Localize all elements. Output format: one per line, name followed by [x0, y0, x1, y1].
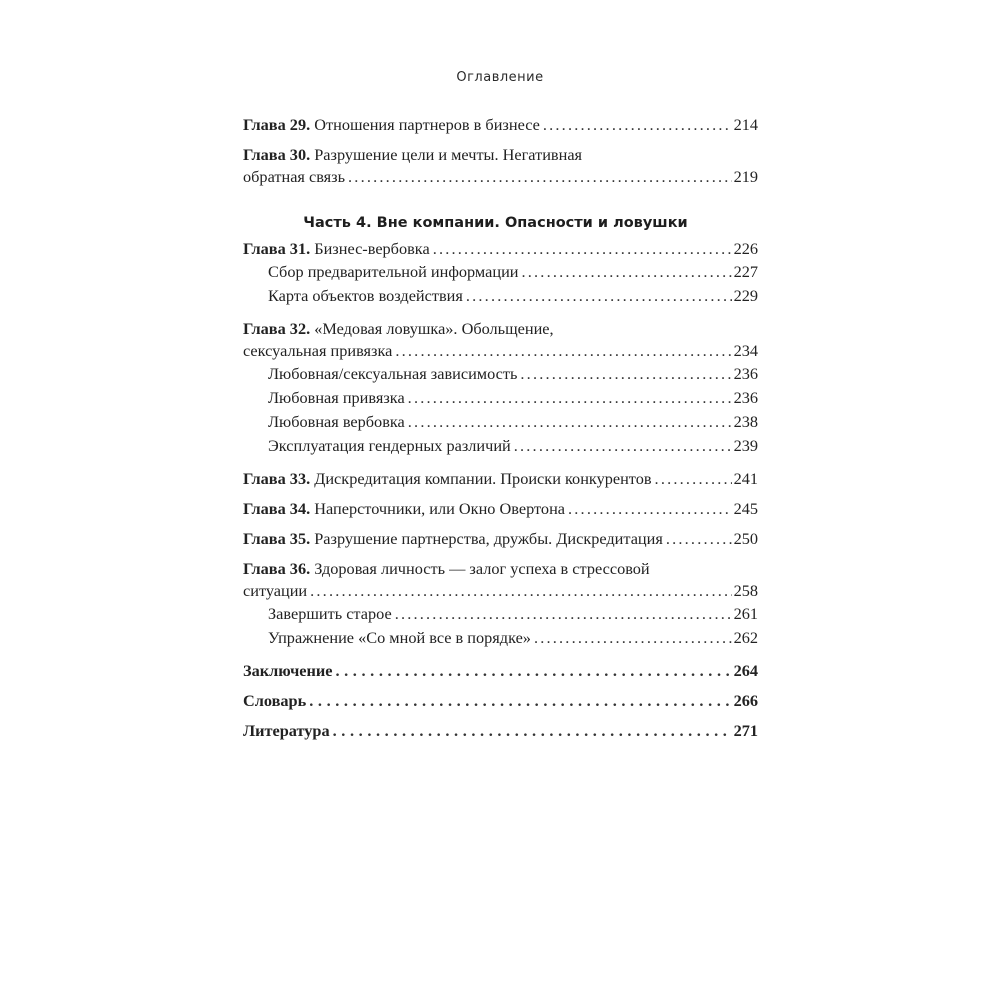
dot-leader: [335, 660, 731, 682]
chapter-number: Глава 36.: [243, 559, 311, 578]
dot-leader: [395, 602, 732, 626]
page-number: 214: [733, 115, 758, 134]
dot-leader: [543, 114, 732, 136]
page-number: 241: [733, 469, 758, 488]
dot-leader: [534, 626, 732, 650]
chapter-number: Глава 29.: [243, 115, 311, 134]
toc-entry-glossary[interactable]: [243, 690, 758, 712]
chapter-title: Бизнес-вербовка: [314, 239, 430, 258]
chapter-title: Наперсточники, или Окно Овертона: [314, 499, 566, 518]
page-number: 245: [733, 499, 758, 518]
toc-entry-section[interactable]: [243, 410, 758, 434]
dot-leader: [522, 260, 732, 284]
toc-entry-section[interactable]: [243, 260, 758, 284]
chapter-number: Глава 34.: [243, 499, 311, 518]
chapter-title: Разрушение партнерства, дружбы. Дискредитация: [314, 529, 663, 548]
dot-leader: [666, 528, 732, 550]
page-number: 238: [733, 412, 758, 431]
dot-leader: [333, 720, 732, 742]
toc-entry-chapter-33[interactable]: [243, 468, 758, 490]
page-number: 262: [733, 628, 758, 647]
dot-leader: [408, 410, 732, 434]
toc-entry-chapter-31[interactable]: [243, 238, 758, 260]
toc-entry-chapter-30-line1[interactable]: [243, 144, 758, 166]
section-title: Любовная/сексуальная зависимость: [268, 364, 518, 383]
entry-title: Литература: [243, 721, 330, 740]
chapter-number: Глава 33.: [243, 469, 311, 488]
section-title: Эксплуатация гендерных различий: [268, 436, 511, 455]
toc-entry-chapter-36-line1[interactable]: [243, 558, 758, 580]
page-number: 234: [733, 341, 758, 360]
chapter-number: Глава 35.: [243, 529, 311, 548]
chapter-title-line1: «Медовая ловушка». Обольщение,: [314, 319, 554, 338]
section-title: Любовная привязка: [268, 388, 405, 407]
page-number: 226: [733, 239, 758, 258]
chapter-number: Глава 32.: [243, 319, 311, 338]
toc-entry-chapter-35[interactable]: [243, 528, 758, 550]
entry-title: Словарь: [243, 691, 307, 710]
table-of-contents: [243, 114, 758, 742]
dot-leader: [395, 340, 731, 362]
dot-leader: [655, 468, 732, 490]
toc-entry-section[interactable]: [243, 284, 758, 308]
dot-leader: [466, 284, 732, 308]
chapter-title-line2: сексуальная привязка: [243, 341, 393, 360]
dot-leader: [310, 580, 731, 602]
dot-leader: [514, 434, 732, 458]
dot-leader: [408, 386, 732, 410]
dot-leader: [568, 498, 732, 520]
page-number: 236: [733, 364, 758, 383]
chapter-title-line2: ситуации: [243, 581, 308, 600]
page-number: 219: [733, 167, 758, 186]
toc-entry-section[interactable]: [243, 626, 758, 650]
page-number: 264: [733, 661, 758, 680]
toc-entry-chapter-32[interactable]: [243, 340, 758, 362]
section-title: Завершить старое: [268, 604, 392, 623]
page-number: 271: [733, 721, 758, 740]
chapter-title: Дискредитация компании. Происки конкурентов: [314, 469, 652, 488]
page-number: 227: [733, 262, 758, 281]
toc-entry-section[interactable]: [243, 362, 758, 386]
chapter-title: Отношения партнеров в бизнесе: [314, 115, 540, 134]
section-title: Любовная вербовка: [268, 412, 405, 431]
toc-entry-chapter-36[interactable]: [243, 580, 758, 602]
page-number: 239: [733, 436, 758, 455]
section-title: Упражнение «Со мной все в порядке»: [268, 628, 531, 647]
toc-entry-chapter-29[interactable]: [243, 114, 758, 136]
page-number: 258: [733, 581, 758, 600]
toc-entry-conclusion[interactable]: [243, 660, 758, 682]
page-number: 261: [733, 604, 758, 623]
chapter-title-line1: Здоровая личность — залог успеха в стрессовой: [314, 559, 650, 578]
dot-leader: [433, 238, 732, 260]
toc-entry-chapter-34[interactable]: [243, 498, 758, 520]
dot-leader: [309, 690, 731, 712]
toc-entry-section[interactable]: [243, 386, 758, 410]
toc-entry-chapter-32-line1[interactable]: [243, 318, 758, 340]
section-title: Сбор предварительной информации: [268, 262, 519, 281]
toc-entry-bibliography[interactable]: [243, 720, 758, 742]
section-title: Карта объектов воздействия: [268, 286, 463, 305]
page-number: 250: [733, 529, 758, 548]
part-heading: Часть 4. Вне компании. Опасности и ловушки: [303, 215, 688, 231]
toc-entry-section[interactable]: [243, 602, 758, 626]
page-number: 236: [733, 388, 758, 407]
entry-title: Заключение: [243, 661, 333, 680]
chapter-number: Глава 30.: [243, 145, 311, 164]
toc-entry-section[interactable]: [243, 434, 758, 458]
chapter-title-line1: Разрушение цели и мечты. Негативная: [314, 145, 583, 164]
toc-entry-chapter-30[interactable]: [243, 166, 758, 188]
chapter-title-line2: обратная связь: [243, 167, 346, 186]
page-header: Оглавление: [456, 70, 544, 85]
page-number: 229: [733, 286, 758, 305]
page-number: 266: [733, 691, 758, 710]
dot-leader: [348, 166, 732, 188]
dot-leader: [520, 362, 731, 386]
chapter-number: Глава 31.: [243, 239, 311, 258]
